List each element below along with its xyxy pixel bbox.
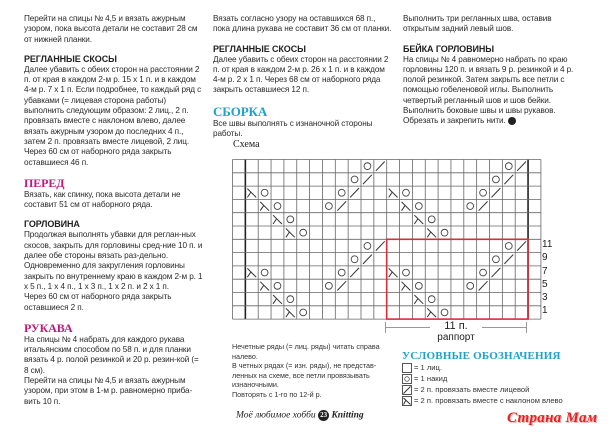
neck-text: Продолжая выполнять убавки для реглан-ных скосов, закрыть для горловины сред-ние 10 п. и далее обе стороны вязать раз-дельно. Одновременно для закругления горловины закрыть по внутреннему краю в каждом 2-м р. 1 х 5 п., 1 х 4 п., 1 х 3 п., 1 х 2 п. и 2 х 1 п. (24, 230, 203, 291)
magazine-name: Моё любимое хобби (236, 410, 316, 421)
col3-intro: Выполнить три регланных шва, оставив открытым задний левый шов. (403, 14, 552, 34)
legend-item-yarn-over: = 1 накид (402, 373, 563, 384)
note-1: Нечетные ряды (= лиц. ряды) читать справа налево. (232, 342, 380, 361)
raglan-text-1: Далее убавить с обеих сторон на расстоянии 2 п. от края в каждом 2-м р. 15 х 1 п. и в каждом 4-м р. 7 х 1 п. Если подробнее, то каждый ряд с убавками (= лицевая сторона работы) выполнить следующим образом: 2 лиц., 2 п. провязать вместе с наклоном влево, далее вязать ажурным узором до последних 4 п., затем 2 п. провязать вместе лицевой, 2 лиц. Через 60 см от наборного ряда закрыть оставшиеся 46 п. (24, 64, 202, 167)
row-label: 9 (542, 252, 548, 264)
column-1 (24, 14, 204, 407)
ssk-icon (402, 396, 412, 406)
col2-intro: Вязать согласно узору на оставшихся 68 п., пока длина рукава не составит 36 см от планки. (213, 14, 392, 34)
k2tog-icon (402, 385, 412, 395)
front-text: Вязать, как спинку, пока высота детали не составит 51 см от наборного ряда. (24, 189, 181, 210)
raglan-heading-2: РЕГЛАННЫЕ СКОСЫ (213, 43, 306, 54)
row-label: 7 (542, 265, 548, 277)
knitting-chart-grid (232, 159, 542, 321)
legend-item-ssk: = 2 п. провязать вместе с наклоном влево (402, 395, 563, 406)
rapport-count: 11 п. (444, 320, 468, 332)
col1-intro: Перейти на спицы № 4,5 и вязать ажурным узором, пока высота детали не составит 28 см от нижней планки. (24, 14, 198, 44)
end-mark-icon (508, 117, 516, 125)
column-3 (403, 14, 588, 127)
sleeves-text-2: Перейти на спицы № 4,5 и вязать ажурным узором, при этом в 1-м р. равномерно приба-вить 10 п. (24, 376, 193, 406)
row-label: 11 (542, 239, 553, 250)
yarn-over-icon (402, 374, 412, 384)
note-2: В четных рядах (= изн. ряды), не представ-ленных на схеме, все петли провязывать изнаночными. (232, 361, 377, 390)
page-number: 23 (320, 411, 328, 419)
row-labels (542, 238, 552, 318)
legend-item-k2tog: = 2 п. провязать вместе лицевой (402, 384, 563, 395)
neck-heading: ГОРЛОВИНА (24, 219, 80, 230)
knit-stitch-icon (402, 363, 412, 373)
watermark-logo: Страна Мам (507, 410, 598, 426)
legend-title: УСЛОВНЫЕ ОБОЗНАЧЕНИЯ (402, 350, 561, 362)
legend (402, 350, 563, 406)
neck-text-2: Через 60 см от наборного ряда закрыть оставшиеся 2 п. (24, 292, 172, 312)
raglan-heading-1: РЕГЛАННЫЕ СКОСЫ (24, 53, 117, 64)
chart-title: Схема (233, 139, 260, 150)
front-heading: ПЕРЕД (24, 175, 65, 190)
column-2 (213, 14, 393, 139)
row-label: 5 (542, 278, 548, 290)
section-name: Knitting (331, 410, 364, 421)
page-footer (236, 410, 364, 421)
raglan-text-2: Далее убавить с обеих сторон на расстоянии 2 п. от края в каждом 2-м р. 26 х 1 п. и в каждом 4-м р. 2 х 1 п. Через 68 см от наборного ряда закрыть оставшиеся 12 п. (213, 54, 389, 95)
row-label: 3 (542, 292, 548, 304)
row-label: 1 (542, 305, 548, 317)
neckband-heading: БЕЙКА ГОРЛОВИНЫ (403, 43, 494, 54)
neckband-text: На спицы № 4 равномерно набрать по краю горловины 120 п. и вязать 9 р. резинкой и 4 р. полой резинкой. Затем закрыть все петли с помощью гобеленовой иглы. Выполнить четвертый регланный шов и шов бейки. Выполнить боковые швы и швы рукавов. Обрезать и закрепить нити. (403, 54, 574, 126)
assembly-heading: СБОРКА (213, 103, 268, 119)
rapport-label: раппорт (437, 332, 475, 343)
note-3: Повторять с 1-го по 12-й р. (232, 389, 322, 399)
sleeves-heading: РУКАВА (24, 320, 73, 335)
chart-notes (232, 342, 392, 400)
legend-item-knit: = 1 лиц. (402, 362, 563, 373)
rapport-bracket (385, 320, 527, 346)
sleeves-text: На спицы № 4 набрать для каждого рукава итальянским способом по 58 п. и для планки вязать 4 р. полой резинкой и 20 р. резин-кой (= 8 см). (24, 334, 199, 375)
assembly-text: Все швы выполнять с изнаночной стороны работы. (213, 118, 373, 139)
